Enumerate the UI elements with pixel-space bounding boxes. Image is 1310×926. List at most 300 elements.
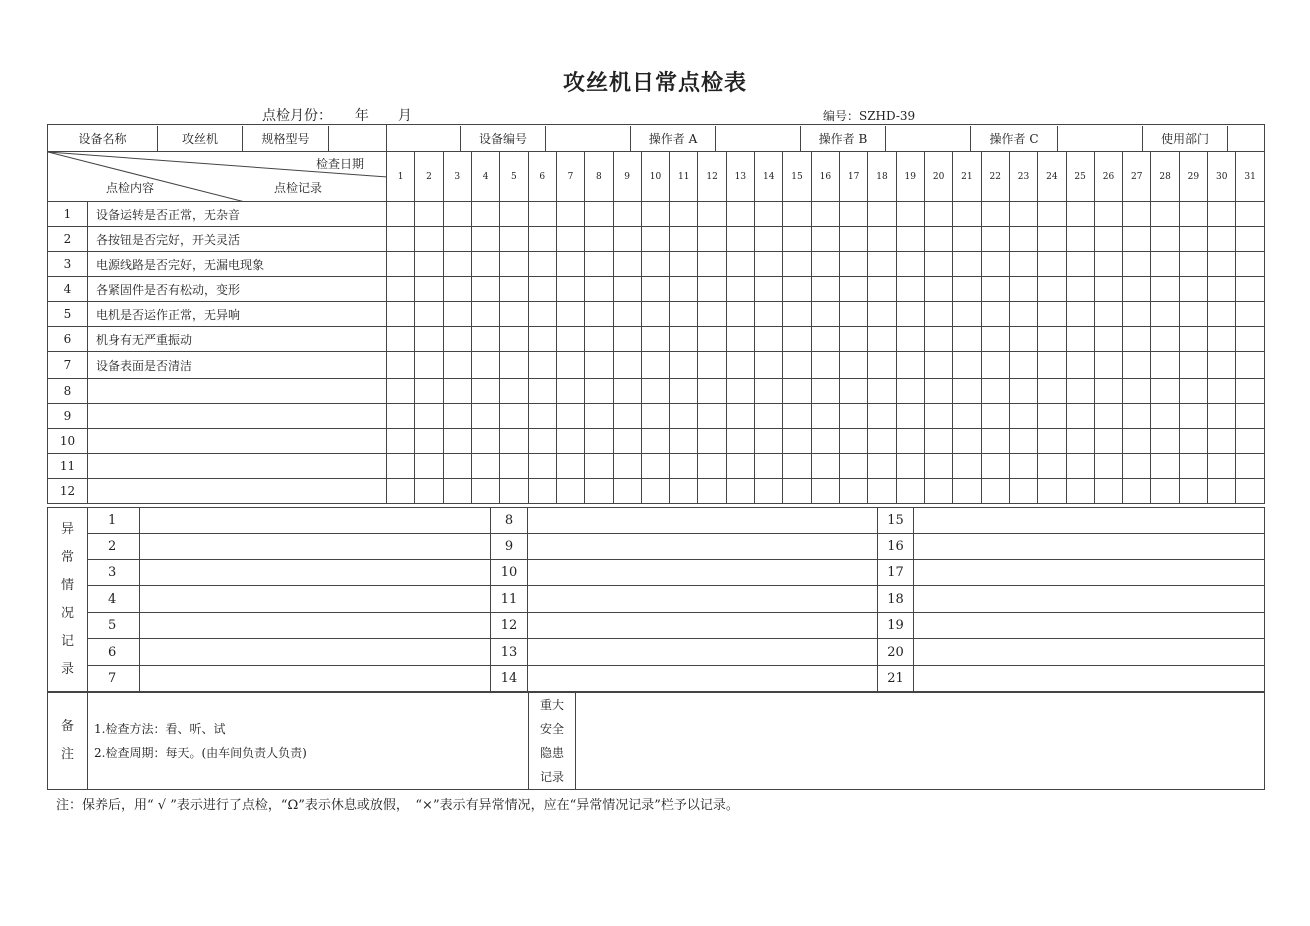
- check-cell[interactable]: [755, 379, 783, 404]
- check-cell[interactable]: [981, 379, 1009, 404]
- check-cell[interactable]: [613, 302, 641, 327]
- abnormal-record-cell[interactable]: [528, 560, 878, 586]
- check-cell[interactable]: [840, 327, 868, 352]
- check-cell[interactable]: [953, 277, 981, 302]
- check-cell[interactable]: [1179, 454, 1207, 479]
- check-cell[interactable]: [840, 404, 868, 429]
- check-cell[interactable]: [585, 479, 613, 504]
- operator-a-value[interactable]: [716, 126, 801, 151]
- check-cell[interactable]: [670, 302, 698, 327]
- check-cell[interactable]: [1038, 454, 1066, 479]
- check-cell[interactable]: [528, 327, 556, 352]
- check-cell[interactable]: [924, 404, 952, 429]
- check-cell[interactable]: [1094, 277, 1122, 302]
- check-cell[interactable]: [924, 479, 952, 504]
- check-cell[interactable]: [1094, 227, 1122, 252]
- check-cell[interactable]: [471, 454, 499, 479]
- check-cell[interactable]: [953, 429, 981, 454]
- check-cell[interactable]: [896, 429, 924, 454]
- check-cell[interactable]: [1038, 404, 1066, 429]
- check-cell[interactable]: [471, 252, 499, 277]
- check-cell[interactable]: [641, 479, 669, 504]
- check-cell[interactable]: [443, 252, 471, 277]
- check-cell[interactable]: [755, 429, 783, 454]
- check-cell[interactable]: [953, 379, 981, 404]
- check-cell[interactable]: [981, 404, 1009, 429]
- check-cell[interactable]: [415, 454, 443, 479]
- check-cell[interactable]: [924, 252, 952, 277]
- check-cell[interactable]: [471, 227, 499, 252]
- check-cell[interactable]: [471, 202, 499, 227]
- check-cell[interactable]: [471, 327, 499, 352]
- check-cell[interactable]: [1151, 379, 1179, 404]
- check-cell[interactable]: [981, 227, 1009, 252]
- check-cell[interactable]: [1038, 302, 1066, 327]
- abnormal-record-cell[interactable]: [140, 560, 491, 586]
- check-cell[interactable]: [387, 277, 415, 302]
- check-cell[interactable]: [556, 202, 584, 227]
- check-cell[interactable]: [585, 379, 613, 404]
- check-cell[interactable]: [641, 202, 669, 227]
- check-cell[interactable]: [1009, 379, 1037, 404]
- check-cell[interactable]: [953, 202, 981, 227]
- check-cell[interactable]: [811, 429, 839, 454]
- check-cell[interactable]: [528, 352, 556, 379]
- check-cell[interactable]: [924, 454, 952, 479]
- check-cell[interactable]: [387, 202, 415, 227]
- check-cell[interactable]: [1038, 227, 1066, 252]
- check-cell[interactable]: [387, 404, 415, 429]
- check-cell[interactable]: [868, 277, 896, 302]
- check-cell[interactable]: [1208, 302, 1236, 327]
- operator-c-value[interactable]: [1058, 126, 1143, 151]
- check-cell[interactable]: [1094, 302, 1122, 327]
- check-cell[interactable]: [1208, 352, 1236, 379]
- check-cell[interactable]: [670, 202, 698, 227]
- check-cell[interactable]: [953, 227, 981, 252]
- check-cell[interactable]: [1236, 454, 1264, 479]
- check-cell[interactable]: [981, 479, 1009, 504]
- check-cell[interactable]: [698, 202, 726, 227]
- check-cell[interactable]: [726, 252, 754, 277]
- check-cell[interactable]: [811, 454, 839, 479]
- check-cell[interactable]: [556, 404, 584, 429]
- check-cell[interactable]: [1009, 352, 1037, 379]
- check-cell[interactable]: [528, 429, 556, 454]
- check-cell[interactable]: [500, 479, 528, 504]
- check-cell[interactable]: [896, 302, 924, 327]
- check-cell[interactable]: [1123, 352, 1151, 379]
- check-cell[interactable]: [1038, 327, 1066, 352]
- check-cell[interactable]: [1179, 404, 1207, 429]
- check-cell[interactable]: [387, 454, 415, 479]
- check-cell[interactable]: [840, 252, 868, 277]
- check-cell[interactable]: [783, 479, 811, 504]
- check-cell[interactable]: [1151, 479, 1179, 504]
- check-cell[interactable]: [1038, 252, 1066, 277]
- check-cell[interactable]: [641, 227, 669, 252]
- check-cell[interactable]: [556, 252, 584, 277]
- check-cell[interactable]: [981, 327, 1009, 352]
- abnormal-record-cell[interactable]: [914, 508, 1265, 534]
- check-cell[interactable]: [811, 277, 839, 302]
- check-cell[interactable]: [443, 227, 471, 252]
- check-cell[interactable]: [698, 404, 726, 429]
- check-cell[interactable]: [783, 252, 811, 277]
- check-cell[interactable]: [953, 454, 981, 479]
- check-cell[interactable]: [1009, 454, 1037, 479]
- abnormal-record-cell[interactable]: [528, 534, 878, 560]
- check-cell[interactable]: [1094, 202, 1122, 227]
- check-cell[interactable]: [1151, 352, 1179, 379]
- check-cell[interactable]: [613, 327, 641, 352]
- check-cell[interactable]: [1066, 454, 1094, 479]
- check-cell[interactable]: [1066, 302, 1094, 327]
- check-cell[interactable]: [755, 479, 783, 504]
- check-cell[interactable]: [1208, 227, 1236, 252]
- check-cell[interactable]: [726, 227, 754, 252]
- check-cell[interactable]: [1179, 429, 1207, 454]
- check-cell[interactable]: [387, 352, 415, 379]
- check-cell[interactable]: [1208, 429, 1236, 454]
- check-cell[interactable]: [1151, 302, 1179, 327]
- check-cell[interactable]: [1066, 277, 1094, 302]
- check-cell[interactable]: [1179, 352, 1207, 379]
- abnormal-record-cell[interactable]: [140, 613, 491, 639]
- abnormal-record-cell[interactable]: [140, 666, 491, 692]
- check-cell[interactable]: [755, 352, 783, 379]
- check-cell[interactable]: [528, 479, 556, 504]
- check-cell[interactable]: [670, 327, 698, 352]
- check-cell[interactable]: [1208, 404, 1236, 429]
- check-cell[interactable]: [613, 404, 641, 429]
- check-cell[interactable]: [1236, 429, 1264, 454]
- check-cell[interactable]: [1009, 429, 1037, 454]
- check-cell[interactable]: [613, 202, 641, 227]
- check-cell[interactable]: [528, 252, 556, 277]
- check-cell[interactable]: [726, 404, 754, 429]
- check-cell[interactable]: [953, 327, 981, 352]
- check-cell[interactable]: [783, 454, 811, 479]
- check-cell[interactable]: [840, 202, 868, 227]
- check-cell[interactable]: [500, 429, 528, 454]
- check-cell[interactable]: [840, 429, 868, 454]
- check-cell[interactable]: [556, 277, 584, 302]
- check-cell[interactable]: [840, 302, 868, 327]
- check-cell[interactable]: [1009, 479, 1037, 504]
- check-cell[interactable]: [443, 202, 471, 227]
- check-cell[interactable]: [1009, 404, 1037, 429]
- check-cell[interactable]: [1179, 379, 1207, 404]
- check-cell[interactable]: [641, 252, 669, 277]
- check-cell[interactable]: [924, 352, 952, 379]
- check-cell[interactable]: [698, 227, 726, 252]
- check-cell[interactable]: [924, 429, 952, 454]
- check-cell[interactable]: [1208, 327, 1236, 352]
- check-cell[interactable]: [1208, 202, 1236, 227]
- check-cell[interactable]: [981, 202, 1009, 227]
- check-cell[interactable]: [1151, 202, 1179, 227]
- check-cell[interactable]: [387, 479, 415, 504]
- check-cell[interactable]: [726, 479, 754, 504]
- check-cell[interactable]: [698, 252, 726, 277]
- check-cell[interactable]: [500, 277, 528, 302]
- check-cell[interactable]: [953, 252, 981, 277]
- check-cell[interactable]: [698, 277, 726, 302]
- check-cell[interactable]: [896, 327, 924, 352]
- check-cell[interactable]: [1123, 404, 1151, 429]
- model-value[interactable]: [329, 126, 387, 151]
- check-cell[interactable]: [924, 227, 952, 252]
- check-cell[interactable]: [415, 327, 443, 352]
- check-cell[interactable]: [585, 227, 613, 252]
- check-cell[interactable]: [1208, 379, 1236, 404]
- check-cell[interactable]: [981, 429, 1009, 454]
- check-cell[interactable]: [1123, 252, 1151, 277]
- check-cell[interactable]: [415, 479, 443, 504]
- check-cell[interactable]: [528, 277, 556, 302]
- check-cell[interactable]: [415, 227, 443, 252]
- check-cell[interactable]: [896, 454, 924, 479]
- check-cell[interactable]: [868, 202, 896, 227]
- check-cell[interactable]: [1009, 302, 1037, 327]
- check-cell[interactable]: [641, 277, 669, 302]
- check-cell[interactable]: [726, 429, 754, 454]
- check-cell[interactable]: [1236, 352, 1264, 379]
- check-cell[interactable]: [726, 202, 754, 227]
- check-cell[interactable]: [1066, 404, 1094, 429]
- check-cell[interactable]: [755, 202, 783, 227]
- check-cell[interactable]: [415, 252, 443, 277]
- check-cell[interactable]: [500, 327, 528, 352]
- check-cell[interactable]: [471, 379, 499, 404]
- abnormal-record-cell[interactable]: [914, 639, 1265, 666]
- check-cell[interactable]: [1179, 252, 1207, 277]
- check-cell[interactable]: [471, 404, 499, 429]
- check-cell[interactable]: [443, 429, 471, 454]
- abnormal-record-cell[interactable]: [914, 560, 1265, 586]
- check-cell[interactable]: [811, 252, 839, 277]
- abnormal-record-cell[interactable]: [140, 534, 491, 560]
- check-cell[interactable]: [868, 327, 896, 352]
- check-cell[interactable]: [670, 404, 698, 429]
- abnormal-record-cell[interactable]: [914, 666, 1265, 692]
- abnormal-record-cell[interactable]: [528, 666, 878, 692]
- check-cell[interactable]: [924, 302, 952, 327]
- check-cell[interactable]: [783, 404, 811, 429]
- check-cell[interactable]: [924, 202, 952, 227]
- check-cell[interactable]: [1038, 379, 1066, 404]
- check-cell[interactable]: [896, 352, 924, 379]
- check-cell[interactable]: [613, 379, 641, 404]
- check-cell[interactable]: [868, 429, 896, 454]
- check-cell[interactable]: [387, 429, 415, 454]
- abnormal-record-cell[interactable]: [140, 639, 491, 666]
- check-cell[interactable]: [641, 302, 669, 327]
- check-cell[interactable]: [500, 227, 528, 252]
- check-cell[interactable]: [528, 379, 556, 404]
- check-cell[interactable]: [1208, 479, 1236, 504]
- check-cell[interactable]: [1179, 302, 1207, 327]
- check-cell[interactable]: [1151, 277, 1179, 302]
- check-cell[interactable]: [670, 352, 698, 379]
- check-cell[interactable]: [896, 277, 924, 302]
- check-cell[interactable]: [1009, 202, 1037, 227]
- check-cell[interactable]: [1123, 277, 1151, 302]
- check-cell[interactable]: [1094, 379, 1122, 404]
- check-cell[interactable]: [1123, 302, 1151, 327]
- check-cell[interactable]: [840, 277, 868, 302]
- check-cell[interactable]: [698, 352, 726, 379]
- abnormal-record-cell[interactable]: [528, 613, 878, 639]
- check-cell[interactable]: [670, 479, 698, 504]
- check-cell[interactable]: [443, 379, 471, 404]
- check-cell[interactable]: [755, 277, 783, 302]
- check-cell[interactable]: [896, 404, 924, 429]
- check-cell[interactable]: [528, 202, 556, 227]
- check-cell[interactable]: [1094, 252, 1122, 277]
- check-cell[interactable]: [528, 454, 556, 479]
- check-cell[interactable]: [1236, 404, 1264, 429]
- check-cell[interactable]: [613, 227, 641, 252]
- check-cell[interactable]: [1208, 454, 1236, 479]
- check-cell[interactable]: [811, 302, 839, 327]
- check-cell[interactable]: [868, 479, 896, 504]
- check-cell[interactable]: [811, 404, 839, 429]
- check-cell[interactable]: [387, 227, 415, 252]
- hazard-record-cell[interactable]: [576, 693, 1265, 790]
- check-cell[interactable]: [698, 454, 726, 479]
- check-cell[interactable]: [585, 277, 613, 302]
- check-cell[interactable]: [556, 479, 584, 504]
- check-cell[interactable]: [500, 404, 528, 429]
- check-cell[interactable]: [1236, 252, 1264, 277]
- check-cell[interactable]: [896, 252, 924, 277]
- check-cell[interactable]: [471, 302, 499, 327]
- check-cell[interactable]: [585, 302, 613, 327]
- check-cell[interactable]: [1066, 252, 1094, 277]
- check-cell[interactable]: [840, 454, 868, 479]
- check-cell[interactable]: [1123, 379, 1151, 404]
- abnormal-record-cell[interactable]: [914, 613, 1265, 639]
- check-cell[interactable]: [811, 479, 839, 504]
- check-cell[interactable]: [868, 379, 896, 404]
- check-cell[interactable]: [471, 352, 499, 379]
- check-cell[interactable]: [698, 379, 726, 404]
- check-cell[interactable]: [1009, 227, 1037, 252]
- check-cell[interactable]: [641, 327, 669, 352]
- check-cell[interactable]: [783, 352, 811, 379]
- check-cell[interactable]: [1066, 227, 1094, 252]
- check-cell[interactable]: [783, 202, 811, 227]
- check-cell[interactable]: [840, 227, 868, 252]
- check-cell[interactable]: [471, 479, 499, 504]
- check-cell[interactable]: [783, 227, 811, 252]
- check-cell[interactable]: [415, 302, 443, 327]
- check-cell[interactable]: [500, 379, 528, 404]
- equip-no-value[interactable]: [546, 126, 631, 151]
- check-cell[interactable]: [641, 379, 669, 404]
- check-cell[interactable]: [585, 454, 613, 479]
- check-cell[interactable]: [1123, 454, 1151, 479]
- check-cell[interactable]: [500, 202, 528, 227]
- check-cell[interactable]: [528, 302, 556, 327]
- check-cell[interactable]: [1151, 227, 1179, 252]
- check-cell[interactable]: [585, 352, 613, 379]
- check-cell[interactable]: [1094, 454, 1122, 479]
- check-cell[interactable]: [1094, 352, 1122, 379]
- check-cell[interactable]: [528, 404, 556, 429]
- check-cell[interactable]: [1123, 202, 1151, 227]
- check-cell[interactable]: [1094, 327, 1122, 352]
- check-cell[interactable]: [755, 227, 783, 252]
- check-cell[interactable]: [811, 379, 839, 404]
- check-cell[interactable]: [613, 454, 641, 479]
- check-cell[interactable]: [415, 404, 443, 429]
- check-cell[interactable]: [1236, 379, 1264, 404]
- check-cell[interactable]: [528, 227, 556, 252]
- check-cell[interactable]: [585, 429, 613, 454]
- check-cell[interactable]: [1038, 202, 1066, 227]
- check-cell[interactable]: [726, 302, 754, 327]
- check-cell[interactable]: [1151, 454, 1179, 479]
- check-cell[interactable]: [1123, 327, 1151, 352]
- check-cell[interactable]: [641, 352, 669, 379]
- check-cell[interactable]: [981, 352, 1009, 379]
- check-cell[interactable]: [1123, 479, 1151, 504]
- check-cell[interactable]: [868, 404, 896, 429]
- check-cell[interactable]: [1179, 327, 1207, 352]
- check-cell[interactable]: [585, 202, 613, 227]
- check-cell[interactable]: [415, 277, 443, 302]
- check-cell[interactable]: [840, 352, 868, 379]
- check-cell[interactable]: [1094, 404, 1122, 429]
- check-cell[interactable]: [783, 277, 811, 302]
- check-cell[interactable]: [1066, 352, 1094, 379]
- check-cell[interactable]: [755, 302, 783, 327]
- check-cell[interactable]: [387, 327, 415, 352]
- check-cell[interactable]: [811, 202, 839, 227]
- check-cell[interactable]: [1038, 479, 1066, 504]
- check-cell[interactable]: [443, 352, 471, 379]
- check-cell[interactable]: [953, 479, 981, 504]
- check-cell[interactable]: [670, 227, 698, 252]
- check-cell[interactable]: [443, 302, 471, 327]
- check-cell[interactable]: [670, 277, 698, 302]
- check-cell[interactable]: [698, 479, 726, 504]
- check-cell[interactable]: [698, 327, 726, 352]
- check-cell[interactable]: [471, 277, 499, 302]
- check-cell[interactable]: [415, 379, 443, 404]
- check-cell[interactable]: [1094, 479, 1122, 504]
- check-cell[interactable]: [1208, 252, 1236, 277]
- check-cell[interactable]: [1236, 277, 1264, 302]
- check-cell[interactable]: [387, 252, 415, 277]
- check-cell[interactable]: [783, 302, 811, 327]
- check-cell[interactable]: [726, 277, 754, 302]
- check-cell[interactable]: [1094, 429, 1122, 454]
- check-cell[interactable]: [755, 327, 783, 352]
- check-cell[interactable]: [1236, 327, 1264, 352]
- check-cell[interactable]: [641, 404, 669, 429]
- check-cell[interactable]: [585, 404, 613, 429]
- check-cell[interactable]: [1236, 479, 1264, 504]
- check-cell[interactable]: [1123, 429, 1151, 454]
- check-cell[interactable]: [755, 404, 783, 429]
- check-cell[interactable]: [1151, 327, 1179, 352]
- check-cell[interactable]: [868, 252, 896, 277]
- check-cell[interactable]: [500, 352, 528, 379]
